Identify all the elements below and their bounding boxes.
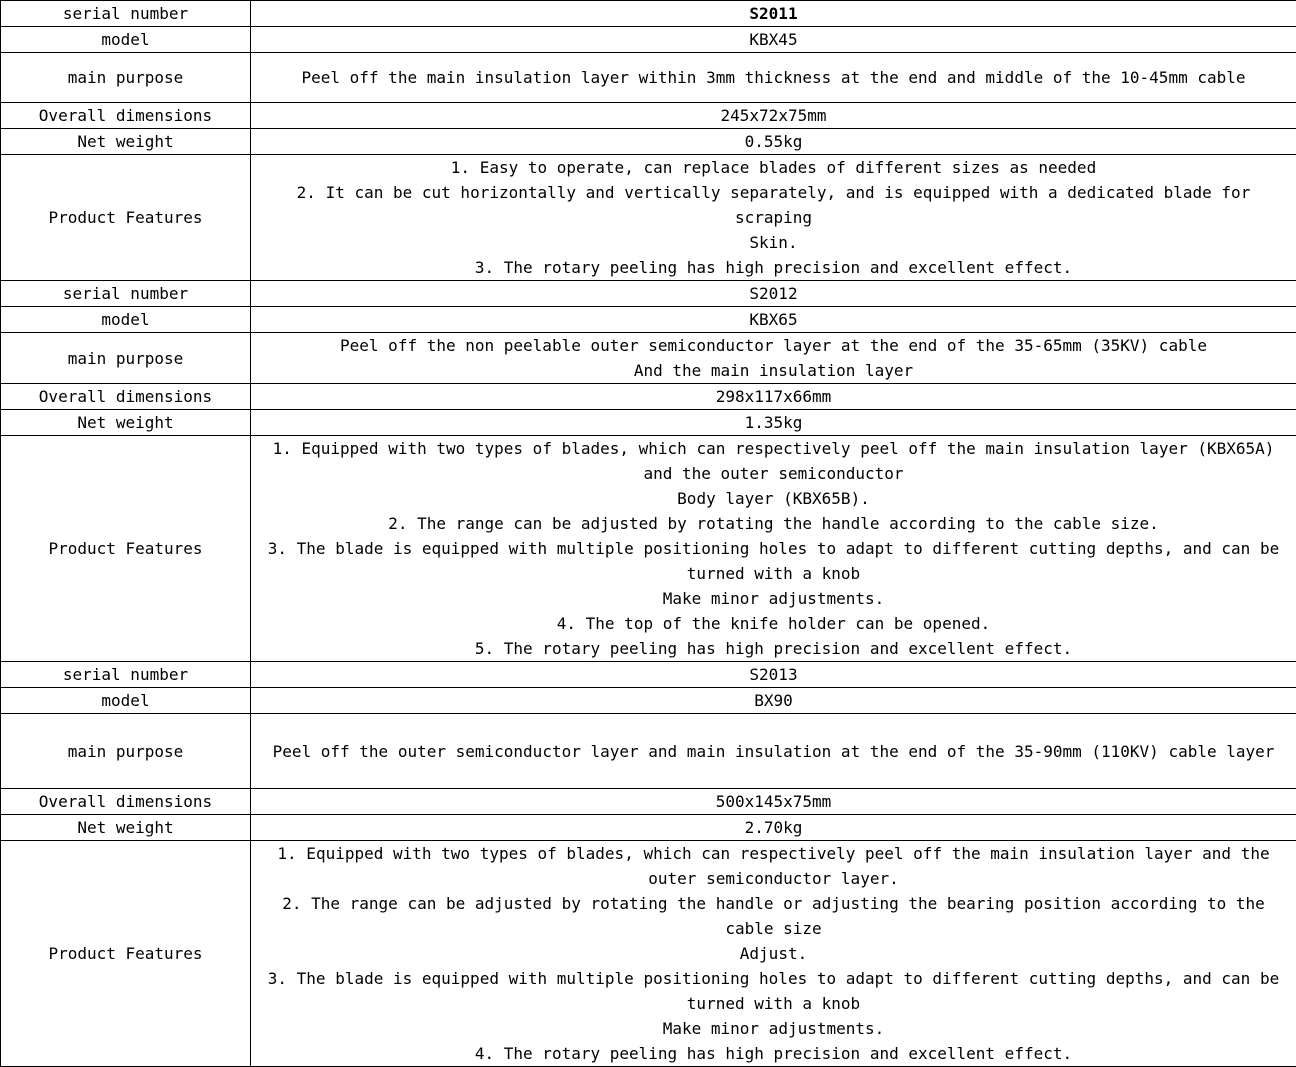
spec-value-cell [251, 1, 1296, 27]
spec-row-main-purpose [1, 714, 1296, 789]
spec-value-line: 1. Easy to operate, can replace blades of different sizes as needed [255, 155, 1292, 180]
spec-value-cell [251, 662, 1296, 688]
spec-row-overall-dimensions [1, 384, 1296, 410]
spec-label-cell: Product Features [1, 155, 251, 281]
spec-label-cell: Overall dimensions [1, 384, 251, 410]
spec-value-line: S2013 [255, 662, 1292, 687]
spec-value-line: Peel off the non peelable outer semiconductor layer at the end of the 35-65mm (35KV) cable [255, 333, 1292, 358]
spec-value-cell [251, 714, 1296, 789]
spec-value-line: And the main insulation layer [255, 358, 1292, 383]
spec-value-line: 3. The blade is equipped with multiple positioning holes to adapt to different cutting depths, and can be turned with a knob [255, 536, 1292, 586]
spec-value-cell [251, 307, 1296, 333]
spec-value-cell [251, 815, 1296, 841]
spec-value-line: 4. The top of the knife holder can be opened. [255, 611, 1292, 636]
spec-value-line: 298x117x66mm [255, 384, 1292, 409]
spec-value-line: 3. The blade is equipped with multiple positioning holes to adapt to different cutting depths, and can be turned with a knob [255, 966, 1292, 1016]
spec-label-cell: Overall dimensions [1, 789, 251, 815]
spec-label-cell: Product Features [1, 841, 251, 1067]
spec-value-line: Adjust. [255, 941, 1292, 966]
spec-value-line: Make minor adjustments. [255, 1016, 1292, 1041]
spec-value-cell [251, 281, 1296, 307]
spec-value-line: 0.55kg [255, 129, 1292, 154]
spec-value-line: Body layer (KBX65B). [255, 486, 1292, 511]
spec-label-cell: Overall dimensions [1, 103, 251, 129]
spec-value-line: Peel off the main insulation layer within 3mm thickness at the end and middle of the 10-45mm cable [255, 65, 1292, 90]
spec-label-cell: model [1, 27, 251, 53]
spec-value-line: 3. The rotary peeling has high precision and excellent effect. [255, 255, 1292, 280]
spec-row-serial-number [1, 1, 1296, 27]
spec-value-cell [251, 27, 1296, 53]
spec-value-cell [251, 129, 1296, 155]
spec-value-line: BX90 [255, 688, 1292, 713]
spec-value-line: Peel off the outer semiconductor layer and main insulation at the end of the 35-90mm (110KV) cable layer [255, 739, 1292, 764]
spec-value-line: KBX65 [255, 307, 1292, 332]
spec-value-line: KBX45 [255, 27, 1292, 52]
spec-value-line: 500x145x75mm [255, 789, 1292, 814]
spec-label-cell: model [1, 307, 251, 333]
spec-value-cell [251, 841, 1296, 1067]
spec-label-cell: main purpose [1, 714, 251, 789]
spec-label-cell: serial number [1, 662, 251, 688]
spec-row-serial-number [1, 662, 1296, 688]
spec-value-cell [251, 410, 1296, 436]
spec-label-cell: serial number [1, 1, 251, 27]
spec-value-line: 5. The rotary peeling has high precision and excellent effect. [255, 636, 1292, 661]
spec-label-cell: main purpose [1, 333, 251, 384]
spec-value-cell [251, 155, 1296, 281]
spec-value-line: 4. The rotary peeling has high precision and excellent effect. [255, 1041, 1292, 1066]
spec-value-cell [251, 384, 1296, 410]
spec-row-net-weight [1, 129, 1296, 155]
spec-row-net-weight [1, 410, 1296, 436]
spec-label-cell: model [1, 688, 251, 714]
spec-row-overall-dimensions [1, 789, 1296, 815]
spec-value-line: S2011 [255, 1, 1292, 26]
spec-value-line: 2. It can be cut horizontally and vertically separately, and is equipped with a dedicated blade for scraping [255, 180, 1292, 230]
spec-value-cell [251, 688, 1296, 714]
spec-value-cell [251, 53, 1296, 103]
spec-value-line: 2.70kg [255, 815, 1292, 840]
spec-row-model [1, 27, 1296, 53]
spec-label-cell: serial number [1, 281, 251, 307]
spec-label-cell: main purpose [1, 53, 251, 103]
spec-row-main-purpose [1, 53, 1296, 103]
spec-label-cell: Product Features [1, 436, 251, 662]
spec-row-overall-dimensions [1, 103, 1296, 129]
spec-value-cell [251, 789, 1296, 815]
spec-value-line: 1.35kg [255, 410, 1292, 435]
spec-row-product-features [1, 436, 1296, 662]
spec-row-product-features [1, 841, 1296, 1067]
spec-value-cell [251, 436, 1296, 662]
spec-value-line: 2. The range can be adjusted by rotating the handle or adjusting the bearing position according to the cable size [255, 891, 1292, 941]
spec-value-line: S2012 [255, 281, 1292, 306]
spec-label-cell: Net weight [1, 815, 251, 841]
spec-row-model [1, 307, 1296, 333]
spec-label-cell: Net weight [1, 410, 251, 436]
spec-value-line: Skin. [255, 230, 1292, 255]
spec-row-model [1, 688, 1296, 714]
spec-row-serial-number [1, 281, 1296, 307]
spec-value-line: Make minor adjustments. [255, 586, 1292, 611]
spec-row-main-purpose [1, 333, 1296, 384]
spec-value-line: 1. Equipped with two types of blades, which can respectively peel off the main insulation layer and the outer semiconductor layer. [255, 841, 1292, 891]
spec-row-net-weight [1, 815, 1296, 841]
spec-label-cell: Net weight [1, 129, 251, 155]
spec-table-body [1, 1, 1296, 1067]
spec-value-line: 2. The range can be adjusted by rotating the handle according to the cable size. [255, 511, 1292, 536]
spec-value-line: 245x72x75mm [255, 103, 1292, 128]
spec-value-line: 1. Equipped with two types of blades, which can respectively peel off the main insulation layer (KBX65A) and the outer semiconductor [255, 436, 1292, 486]
spec-row-product-features [1, 155, 1296, 281]
spec-value-cell [251, 103, 1296, 129]
spec-value-cell [251, 333, 1296, 384]
